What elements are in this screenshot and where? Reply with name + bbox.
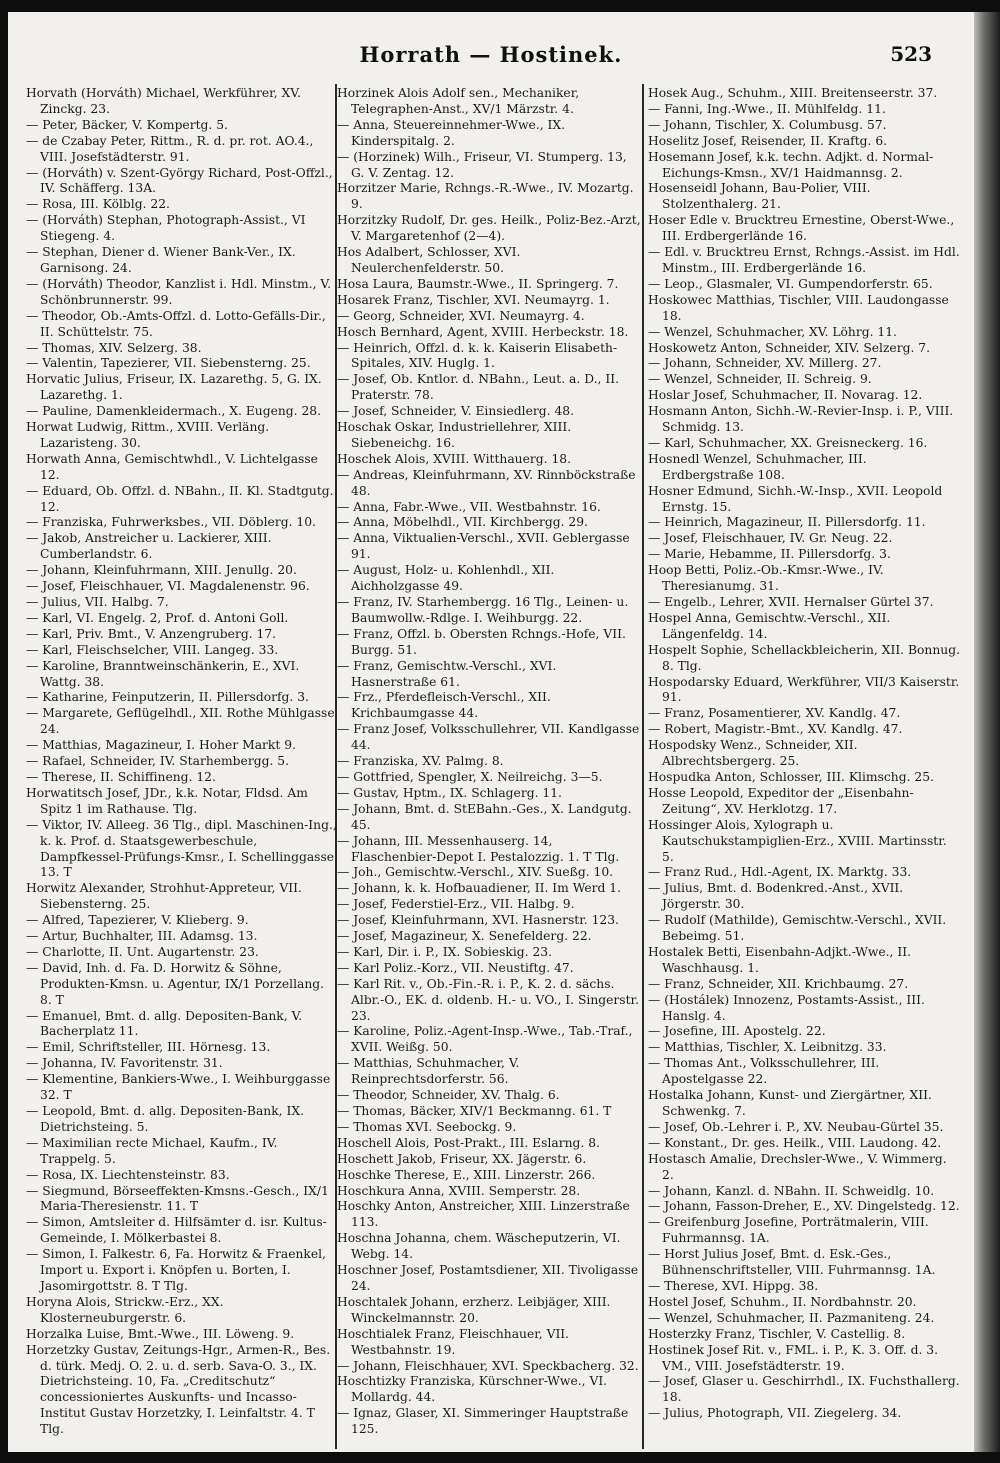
directory-entry: — Rafael, Schneider, IV. Starhembergg. 5. <box>26 754 290 769</box>
directory-entry: Horwitz Alexander, Strohhut-Appreteur, VII. Siebensterng. 25. <box>26 881 302 912</box>
directory-entry: — Emil, Schriftsteller, III. Hörnesg. 13. <box>26 1040 271 1055</box>
directory-entry: — Simon, I. Falkestr. 6, Fa. Horwitz & Fraenkel, Import u. Export i. Knöpfen u. Borten, I. Jasomirgottstr. 8. T Tlg. <box>26 1247 326 1293</box>
directory-entry: — Johann, Bmt. d. StEBahn.-Ges., X. Landgutg. 45. <box>337 801 632 832</box>
directory-entry: — Franz, Posamentierer, XV. Kandlg. 47. <box>648 706 901 721</box>
directory-entry: — Franz, IV. Starhembergg. 16 Tlg., Leinen- u. Baumwollw.-Rdlge. I. Weihburgg. 22. <box>337 595 629 625</box>
directory-entry: — Klementine, Bankiers-Wwe., I. Weihburggasse 32. T <box>26 1072 331 1103</box>
directory-entry: — Karl, VI. Engelg. 2, Prof. d. Antoni Goll. <box>26 610 289 625</box>
directory-entry: — Wenzel, Schuhmacher, II. Pazmaniteng. 24. <box>648 1310 935 1325</box>
directory-entry: — Josef, Kleinfuhrmann, XVI. Hasnerstr. 123. <box>337 913 619 928</box>
directory-entry: — Stephan, Diener d. Wiener Bank-Ver., IX. Garnisong. 24. <box>26 245 296 275</box>
directory-entry: — Heinrich, Offzl. d. k. k. Kaiserin Elisabeth-Spitales, XIV. Huglg. 1. <box>337 340 618 371</box>
directory-entry: Hoselitz Josef, Reisender, II. Kraftg. 6. <box>648 133 888 148</box>
directory-entry: — Johann, Kleinfuhrmann, XIII. Jenullg. 20. <box>26 563 297 578</box>
column-middle <box>337 86 641 1446</box>
directory-entry: — Marie, Hebamme, II. Pillersdorfg. 3. <box>648 547 891 562</box>
directory-entry: — Johann, III. Messenhauserg. 14, Flaschenbier-Depot I. Pestalozzig. 1. T Tlg. <box>337 833 620 864</box>
directory-entry: — Robert, Magistr.-Bmt., XV. Kandlg. 47. <box>648 722 903 737</box>
directory-entry: — Alfred, Tapezierer, V. Klieberg. 9. <box>26 913 249 928</box>
directory-entry: — Karl, Priv. Bmt., V. Anzengruberg. 17. <box>26 626 277 641</box>
directory-entry: Horzinek Alois Adolf sen., Mechaniker, Telegraphen-Anst., XV/1 Märzstr. 4. <box>337 86 580 116</box>
directory-entry: — Margarete, Geflügelhdl., XII. Rothe Mühlgasse 24. <box>26 706 335 737</box>
directory-entry: — Johann, Kanzl. d. NBahn. II. Schweidlg. 10. <box>648 1183 935 1198</box>
directory-entry: Hosner Edmund, Sichh.-W.-Insp., XVII. Leopold Ernstg. 15. <box>648 483 943 514</box>
directory-entry: — Frz., Pferdefleisch-Verschl., XII. Krichbaumgasse 44. <box>337 690 551 721</box>
directory-page <box>8 12 974 1452</box>
directory-entry: Hoschky Anton, Anstreicher, XIII. Linzerstraße 113. <box>337 1199 630 1230</box>
directory-entry: — Franziska, Fuhrwerksbes., VII. Döblerg. 10. <box>26 515 316 530</box>
directory-entry: Horzalka Luise, Bmt.-Wwe., III. Löweng. 9. <box>26 1326 295 1341</box>
directory-entry: — Johann, k. k. Hofbauadiener, II. Im Werd 1. <box>337 881 622 896</box>
page-number: 523 <box>890 42 932 66</box>
directory-entry: — Leop., Glasmaler, VI. Gumpendorferstr. 65. <box>648 276 933 291</box>
directory-entry: Hosenseidl Johann, Bau-Polier, VIII. Stolzenthalerg. 21. <box>648 181 871 212</box>
directory-entry: Hostinek Josef Rit. v., FML. i. P., K. 3. Off. d. 3. VM., VIII. Josefstädterstr. 19. <box>648 1342 939 1373</box>
directory-entry: Horzetzky Gustav, Zeitungs-Hgr., Armen-R., Bes. d. türk. Medj. O. 2. u. d. serb. Sava-O. 3., IX. Dietrichsteing. 10, Fa. „Creditschutz“ concessioniertes Auskunfts- und Incasso-Institut Gustav Horzetzky, I. Leinfaltstr. 4. T Tlg. <box>26 1342 331 1437</box>
directory-entry: Hosch Bernhard, Agent, XVIII. Herbeckstr. 18. <box>337 324 629 339</box>
directory-entry: — Jakob, Anstreicher u. Lackierer, XIII. Cumberlandstr. 6. <box>26 531 272 562</box>
directory-entry: — Theodor, Ob.-Amts-Offzl. d. Lotto-Gefälls-Dir., II. Schüttelstr. 75. <box>26 308 326 339</box>
directory-entry: — Charlotte, II. Unt. Augartenstr. 23. <box>26 944 259 959</box>
directory-entry: Hosemann Josef, k.k. techn. Adjkt. d. Normal-Eichungs-Kmsn., XV/1 Haidmannsg. 2. <box>648 149 934 180</box>
directory-entry: Hospelt Sophie, Schellackbleicherin, XII. Bonnug. 8. Tlg. <box>648 642 960 673</box>
directory-entry: Hosse Leopold, Expeditor der „Eisenbahn-Zeitung“, XV. Herklotzg. 17. <box>648 785 914 816</box>
directory-entry: Hospodarsky Eduard, Werkführer, VII/3 Kaiserstr. 91. <box>648 674 960 705</box>
directory-entry: — August, Holz- u. Kohlenhdl., XII. Aichholzgasse 49. <box>337 563 555 594</box>
directory-entry: Horwatitsch Josef, JDr., k.k. Notar, Fldsd. Am Spitz 1 im Rathause. Tlg. <box>26 785 308 816</box>
directory-entry: — Theodor, Schneider, XV. Thalg. 6. <box>337 1088 560 1103</box>
directory-entry: — (Horváth) Theodor, Kanzlist i. Hdl. Minstm., V. Schönbrunnerstr. 99. <box>26 276 332 307</box>
directory-entry: — Julius, Photograph, VII. Ziegelerg. 34. <box>648 1406 902 1421</box>
directory-entry: — Fanni, Ing.-Wwe., II. Mühlfeldg. 11. <box>648 101 886 116</box>
directory-entry: — Thomas, XIV. Selzerg. 38. <box>26 340 202 355</box>
directory-entry: — Rosa, IX. Liechtensteinstr. 83. <box>26 1167 230 1182</box>
directory-entry: Hoskowetz Anton, Schneider, XIV. Selzerg. 7. <box>648 340 931 355</box>
directory-entry: Hoser Edle v. Brucktreu Ernestine, Oberst-Wwe., III. Erdbergerlände 16. <box>648 213 955 244</box>
directory-entry: Hostalka Johann, Kunst- und Ziergärtner, XII. Schwenkg. 7. <box>648 1088 932 1118</box>
directory-entry: — de Czabay Peter, Rittm., R. d. pr. rot. AO.4., VIII. Josefstädterstr. 91. <box>26 133 314 164</box>
directory-entry: — Artur, Buchhalter, III. Adamsg. 13. <box>26 929 258 944</box>
directory-entry: — Karoline, Branntweinschänkerin, E., XVI. Wattg. 38. <box>26 658 300 689</box>
directory-entry: Hoschna Johanna, chem. Wäscheputzerin, VI. Webg. 14. <box>337 1231 621 1262</box>
directory-entry: — Valentin, Tapezierer, VII. Siebensterng. 25. <box>26 356 311 371</box>
directory-entry: Hoschke Therese, E., XIII. Linzerstr. 266. <box>337 1167 596 1182</box>
directory-entry: Hoschtalek Johann, erzherz. Leibjäger, XIII. Winckelmannstr. 20. <box>337 1294 611 1325</box>
directory-entry: — Therese, XVI. Hippg. 38. <box>648 1278 819 1293</box>
directory-entry: Hospudka Anton, Schlosser, III. Klimschg. 25. <box>648 769 934 784</box>
directory-entry: — Johann, Fasson-Dreher, E., XV. Dingelstedg. 12. <box>648 1199 960 1214</box>
directory-entry: — Emanuel, Bmt. d. allg. Depositen-Bank, V. Bacherplatz 11. <box>26 1008 303 1039</box>
directory-entry: Hoschett Jakob, Friseur, XX. Jägerstr. 6. <box>337 1151 587 1166</box>
column-rule <box>642 84 644 1449</box>
directory-entry: — Rosa, III. Kölblg. 22. <box>26 197 170 212</box>
directory-entry: — Josef, Federstiel-Erz., VII. Halbg. 9. <box>337 897 575 912</box>
directory-entry: Hoschtialek Franz, Fleischhauer, VII. Westbahnstr. 19. <box>337 1326 570 1357</box>
directory-entry: Horyna Alois, Strickw.-Erz., XX. Klosterneuburgerstr. 6. <box>26 1294 224 1325</box>
directory-entry: Hoschak Oskar, Industriellehrer, XIII. Siebeneichg. 16. <box>337 420 572 450</box>
directory-entry: — Johann, Tischler, X. Columbusg. 57. <box>648 117 887 132</box>
directory-entry: Hosnedl Wenzel, Schuhmacher, III. Erdbergstraße 108. <box>648 451 867 482</box>
directory-entry: — Anna, Steuereinnehmer-Wwe., IX. Kinderspitalg. 2. <box>337 117 566 148</box>
directory-entry: — Johann, Fleischhauer, XVI. Speckbacherg. 32. <box>337 1358 639 1373</box>
directory-entry: Horzitzer Marie, Rchngs.-R.-Wwe., IV. Mozartg. 9. <box>337 181 634 212</box>
directory-entry: Hoschek Alois, XVIII. Witthauerg. 18. <box>337 451 571 466</box>
directory-entry: — Gottfried, Spengler, X. Neilreichg. 3—5. <box>337 769 603 784</box>
directory-entry: — Anna, Fabr.-Wwe., VII. Westbahnstr. 16. <box>337 499 601 514</box>
directory-entry: — Pauline, Damenkleidermach., X. Eugeng. 28. <box>26 404 322 419</box>
directory-entry: Hoschner Josef, Postamtsdiener, XII. Tivoligasse 24. <box>337 1263 639 1293</box>
directory-entry: Hoschkura Anna, XVIII. Semperstr. 28. <box>337 1183 581 1198</box>
directory-entry: — Franziska, XV. Palmg. 8. <box>337 754 504 769</box>
directory-entry: Hoschell Alois, Post-Prakt., III. Eslarng. 8. <box>337 1135 600 1150</box>
directory-entry: Hospel Anna, Gemischtw.-Verschl., XII. Längenfeldg. 14. <box>648 610 891 641</box>
directory-entry: — Franz Rud., Hdl.-Agent, IX. Marktg. 33. <box>648 865 912 880</box>
directory-entry: — Eduard, Ob. Offzl. d. NBahn., II. Kl. Stadtgutg. 12. <box>26 483 334 514</box>
directory-entry: — Rudolf (Mathilde), Gemischtw.-Verschl., XVII. Bebeimg. 51. <box>648 913 947 944</box>
directory-entry: — Leopold, Bmt. d. allg. Depositen-Bank, IX. Dietrichsteing. 5. <box>26 1104 305 1134</box>
directory-entry: — Georg, Schneider, XVI. Neumayrg. 4. <box>337 308 585 323</box>
directory-entry: Horvath (Horváth) Michael, Werkführer, XV. Zinckg. 23. <box>26 86 301 116</box>
directory-entry: — Konstant., Dr. ges. Heilk., VIII. Laudong. 42. <box>648 1135 942 1150</box>
directory-entry: — Engelb., Lehrer, XVII. Hernalser Gürtel 37. <box>648 595 934 609</box>
directory-entry: Hos Adalbert, Schlosser, XVI. Neulerchenfelderstr. 50. <box>337 245 521 275</box>
directory-entry: — Josef, Ob. Kntlor. d. NBahn., Leut. a. D., II. Praterstr. 78. <box>337 372 619 403</box>
directory-entry: — Karl, Dir. i. P., IX. Sobieskig. 23. <box>337 944 553 959</box>
directory-entry: — Viktor, IV. Alleeg. 36 Tlg., dipl. Maschinen-Ing., k. k. Prof. d. Staatsgewerbeschule, Dampfkessel-Prüfungs-Kmsr., I. Schellinggasse 13. T <box>26 817 337 880</box>
directory-entry: — Julius, VII. Halbg. 7. <box>26 595 169 609</box>
directory-entry: — Josef, Ob.-Lehrer i. P., XV. Neubau-Gürtel 35. <box>648 1119 944 1134</box>
directory-entry: Hosarek Franz, Tischler, XVI. Neumayrg. 1. <box>337 292 610 307</box>
directory-entry: — Matthias, Schuhmacher, V. Reinprechtsdorferstr. 56. <box>337 1056 520 1087</box>
directory-entry: Hosmann Anton, Sichh.-W.-Revier-Insp. i. P., VIII. Schmidg. 13. <box>648 404 954 435</box>
directory-entry: Horvatic Julius, Friseur, IX. Lazarethg. 5, G. IX. Lazarethg. 1. <box>26 372 322 403</box>
directory-entry: — Greifenburg Josefine, Porträtmalerin, VIII. Fuhrmannsg. 1A. <box>648 1215 929 1246</box>
directory-entry: Horwat Ludwig, Rittm., XVIII. Verläng. Lazaristeng. 30. <box>26 420 270 450</box>
directory-entry: — Anna, Möbelhdl., VII. Kirchbergg. 29. <box>337 515 588 530</box>
directory-entry: — Edl. v. Brucktreu Ernst, Rchngs.-Assist. im Hdl. Minstm., III. Erdbergerlände 16. <box>648 245 960 275</box>
directory-entry: — Thomas, Bäcker, XIV/1 Beckmanng. 61. T <box>337 1104 612 1118</box>
directory-entry: — Franz, Schneider, XII. Krichbaumg. 27. <box>648 976 909 991</box>
directory-entry: — Maximilian recte Michael, Kaufm., IV. Trappelg. 5. <box>26 1135 278 1166</box>
directory-entry: — Ignaz, Glaser, XI. Simmeringer Hauptstraße 125. <box>337 1406 629 1437</box>
directory-entry: — (Horzinek) Wilh., Friseur, VI. Stumperg. 13, G. V. Zentag. 12. <box>337 149 627 180</box>
directory-entry: Hosterzky Franz, Tischler, V. Castellig. 8. <box>648 1326 906 1341</box>
directory-entry: — Josef, Magazineur, X. Senefelderg. 22. <box>337 929 592 944</box>
directory-entry: — Matthias, Tischler, X. Leibnitzg. 33. <box>648 1040 887 1055</box>
directory-entry: Hosa Laura, Baumstr.-Wwe., II. Springerg. 7. <box>337 276 619 291</box>
directory-entry: — Siegmund, Börseeffekten-Kmsns.-Gesch., IX/1 Maria-Theresienstr. 11. T <box>26 1183 329 1214</box>
page-title: Horrath — Hostinek. <box>359 42 623 67</box>
directory-entry: — Thomas Ant., Volksschullehrer, III. Apostelgasse 22. <box>648 1056 880 1087</box>
directory-entry: — Horst Julius Josef, Bmt. d. Esk.-Ges., Bühnenschriftsteller, VIII. Fuhrmannsg. 1A. <box>648 1247 936 1278</box>
directory-entry: — Simon, Amtsleiter d. Hilfsämter d. isr. Kultus-Gemeinde, I. Mölkerbastei 8. <box>26 1215 327 1246</box>
directory-entry: — Wenzel, Schneider, II. Schreig. 9. <box>648 372 872 387</box>
directory-entry: — Andreas, Kleinfuhrmann, XV. Rinnböckstraße 48. <box>337 467 636 498</box>
directory-entry: Hospodsky Wenz., Schneider, XII. Albrechtsbergerg. 25. <box>648 738 858 769</box>
directory-entry: — Karl, Schuhmacher, XX. Greisneckerg. 16. <box>648 435 928 450</box>
directory-entry: — (Horváth) v. Szent-György Richard, Post-Offzl., IV. Schäfferg. 13A. <box>26 165 333 196</box>
directory-entry: Hosek Aug., Schuhm., XIII. Breitenseerstr. 37. <box>648 86 938 100</box>
directory-entry: — Josef, Fleischhauer, IV. Gr. Neug. 22. <box>648 531 893 546</box>
directory-entry: Hoskowec Matthias, Tischler, VIII. Laudongasse 18. <box>648 292 949 323</box>
directory-entry: — Gustav, Hptm., IX. Schlagerg. 11. <box>337 785 562 800</box>
directory-entry: — Josef, Glaser u. Geschirrhdl., IX. Fuchsthallerg. 18. <box>648 1374 960 1405</box>
directory-entry: — Heinrich, Magazineur, II. Pillersdorfg. 11. <box>648 515 926 530</box>
directory-entry: — Josef, Fleischhauer, VI. Magdalenenstr. 96. <box>26 579 310 594</box>
directory-entry: — Karoline, Poliz.-Agent-Insp.-Wwe., Tab.-Traf., XVII. Weißg. 50. <box>337 1024 633 1055</box>
directory-entry: — Franz, Gemischtw.-Verschl., XVI. Hasnerstraße 61. <box>337 658 557 689</box>
directory-entry: — (Horváth) Stephan, Photograph-Assist., VI Stiegeng. 4. <box>26 213 306 244</box>
directory-entry: Hostasch Amalie, Drechsler-Wwe., V. Wimmerg. 2. <box>648 1151 947 1182</box>
directory-entry: — Wenzel, Schuhmacher, XV. Löhrg. 11. <box>648 324 897 339</box>
directory-entry: — Karl Poliz.-Korz., VII. Neustiftg. 47. <box>337 960 574 975</box>
directory-entry: Hoop Betti, Poliz.-Ob.-Kmsr.-Wwe., IV. Theresianumg. 31. <box>648 563 884 594</box>
directory-entry: — Josefine, III. Apostelg. 22. <box>648 1024 826 1039</box>
directory-entry: — David, Inh. d. Fa. D. Horwitz & Söhne, Produkten-Kmsn. u. Agentur, IX/1 Porzellang. 8. T <box>26 960 325 1007</box>
directory-entry: — Johanna, IV. Favoritenstr. 31. <box>26 1056 223 1071</box>
directory-entry: — Therese, II. Schiffineng. 12. <box>26 769 216 784</box>
directory-entry: Hoslar Josef, Schuhmacher, II. Novarag. 12. <box>648 388 923 403</box>
directory-entry: — Johann, Schneider, XV. Millerg. 27. <box>648 356 882 371</box>
directory-entry: — Joh., Gemischtw.-Verschl., XIV. Sueßg. 10. <box>337 865 614 880</box>
directory-entry: — Karl, Fleischselcher, VIII. Langeg. 33. <box>26 642 279 657</box>
directory-entry: — Katharine, Feinputzerin, II. Pillersdorfg. 3. <box>26 690 309 705</box>
directory-entry: — Matthias, Magazineur, I. Hoher Markt 9. <box>26 738 296 753</box>
directory-entry: — Franz, Offzl. b. Obersten Rchngs.-Hofe, VII. Burgg. 51. <box>337 626 626 657</box>
directory-entry: Hoschtizky Franziska, Kürschner-Wwe., VI. Mollardg. 44. <box>337 1374 608 1405</box>
directory-entry: — (Hostálek) Innozenz, Postamts-Assist., III. Hanslg. 4. <box>648 992 925 1023</box>
directory-entry: Horzitzky Rudolf, Dr. ges. Heilk., Poliz-Bez.-Arzt, V. Margaretenhof (2—4). <box>337 213 641 244</box>
column-right <box>648 86 961 1446</box>
directory-entry: Hostel Josef, Schuhm., II. Nordbahnstr. 20. <box>648 1294 917 1309</box>
directory-entry: — Franz Josef, Volksschullehrer, VII. Kandlgasse 44. <box>337 722 640 753</box>
page-edge-shadow <box>974 12 1000 1452</box>
directory-entry: — Josef, Schneider, V. Einsiedlerg. 48. <box>337 404 575 419</box>
directory-entry: Hostalek Betti, Eisenbahn-Adjkt.-Wwe., II. Waschhausg. 1. <box>648 944 911 975</box>
directory-entry: — Thomas XVI. Seebockg. 9. <box>337 1119 517 1134</box>
directory-entry: — Peter, Bäcker, V. Kompertg. 5. <box>26 117 228 132</box>
directory-entry: — Julius, Bmt. d. Bodenkred.-Anst., XVII. Jörgerstr. 30. <box>648 881 904 912</box>
column-left <box>26 86 339 1446</box>
directory-entry: Horwath Anna, Gemischtwhdl., V. Lichtelgasse 12. <box>26 451 318 482</box>
directory-entry: — Anna, Viktualien-Verschl., XVII. Geblergasse 91. <box>337 531 630 562</box>
directory-entry: Hossinger Alois, Xylograph u. Kautschukstampiglien-Erz., XVIII. Martinsstr. 5. <box>648 817 947 864</box>
directory-entry: — Karl Rit. v., Ob.-Fin.-R. i. P., K. 2. d. sächs. Albr.-O., EK. d. oldenb. H.- u. VO., I. Singerstr. 23. <box>337 976 639 1023</box>
